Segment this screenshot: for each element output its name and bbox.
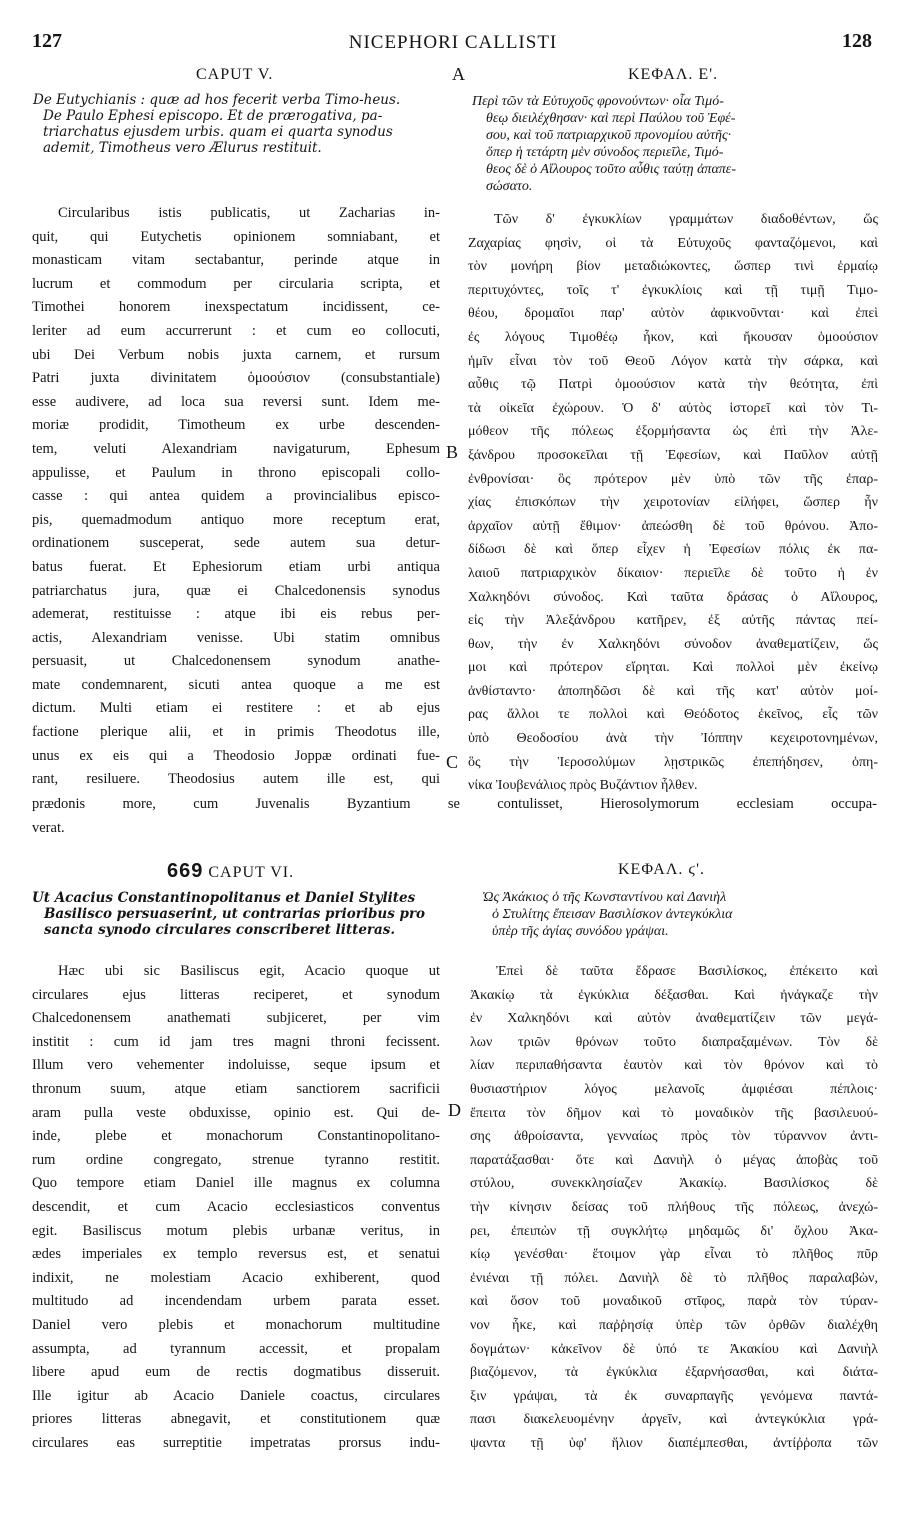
caput-vi-greek-text xyxy=(470,960,878,1455)
text-line: Χαλκηδόνι σύνοδος. Καὶ ταῦτα δράσας ὁ Αἴλουρος, xyxy=(468,589,878,605)
text-line: νον ἧκε, καὶ παῤῥησίᾳ ὑπὲρ τῶν ὀρθῶν διαλέχθη xyxy=(470,1317,878,1333)
text-line: pis, quemadmodum antiquo more receptum erat, xyxy=(32,511,440,528)
text-line: ξιν γράψαι, τὰ ἐκ συναρπαγῆς γενόμενα παντά- xyxy=(470,1388,878,1404)
text-line: εἰς τὴν Ἀλεξάνδρου κατῆρεν, ἐξ αὐτῆς πάντας πεί- xyxy=(468,613,878,629)
text-line: institit : cum id jam tres magni throni fecissent. xyxy=(32,1033,440,1050)
text-line: ubi Dei Verbum nobis juxta carnem, et rursum xyxy=(32,346,440,363)
spanning-line-end: verat. xyxy=(32,820,65,836)
text-line: Timothei honorem inexspectatum incidissent, ce- xyxy=(32,299,440,316)
margin-marker-a: A xyxy=(452,64,465,84)
text-line: monasticam vitam sectabantur, perinde atque in xyxy=(32,252,440,269)
text-line: indixit, ne molestiam Acacio exhiberent, quod xyxy=(32,1269,440,1286)
text-line: ἀρχαῖον αὐτῇ ἔθιμον· ἀπεώσθη δὲ τοῦ θρόνου. Ἀπο- xyxy=(468,518,878,534)
text-line: Ἀκακίῳ τὰ ἐγκύκλια δέξασθαι. Καὶ ἠνάγκαζε τὴν xyxy=(470,987,878,1003)
text-line: ξάνδρου προσοκεῖλαι τῇ Ἐφεσίων, καὶ Παῦλον αὐτῇ xyxy=(468,447,878,463)
text-line: ρει, ἐπειπὼν τῇ συγκλήτῳ μηδαμῶς δι' ὄχλου Ἀκα- xyxy=(470,1223,878,1239)
text-line: αὖθις τῷ Πατρὶ ὁμοούσιον κατὰ τὴν θεότητα, ἐπὶ xyxy=(468,377,878,393)
caput-v-greek-summary xyxy=(472,93,877,195)
summary-line: De Eutychianis : quæ ad hos fecerit verba Timo-heus. xyxy=(33,92,401,108)
text-line: τὰ οἰκεῖα ἐχώρουν. Ὁ δ' αὐτὸς ἱστορεῖ καὶ τὸν Τι- xyxy=(468,400,878,416)
text-line: καὶ ὅσον τοῦ μοναδικοῦ στῖφος, παρὰ τὸν τύραν- xyxy=(470,1294,878,1310)
margin-marker-c: C xyxy=(446,752,459,772)
text-line: ademerat, restituisse : atque ibi eis rebus per- xyxy=(32,606,440,623)
text-line: ἔπειτα τὸν δῆμον καὶ τὸ μοναδικὸν τῆς βασιλευού- xyxy=(470,1105,878,1121)
summary-line: Ὡς Ἀκάκιος ὁ τῆς Κωνσταντίνου καὶ Δανιὴλ xyxy=(482,890,727,905)
summary-line: De Paulo Ephesi episcopo. Et de prærogativa, pa- xyxy=(43,108,383,124)
text-line: assumpta, ad tyrannum accessit, et propalam xyxy=(32,1340,440,1357)
caput-v-greek-text xyxy=(468,208,878,798)
caput-vi-greek-heading: ΚΕΦΑΛ. ϛ'. xyxy=(618,861,706,878)
text-line: patriarchatus jura, quæ ei Chalcedonensis synodus xyxy=(32,582,440,599)
text-line: πασι διακελευομένην ἀργεῖν, καὶ ἀντεγκύκλια γρά- xyxy=(470,1412,878,1428)
text-line: μοι καὶ πρότερον εἴρηται. Καὶ πολλοὶ μὲν ἐκείνῳ xyxy=(468,660,878,676)
text-line: χίας ἐπισκόπων τὴν χειροτονίαν εἰλήφει, ὥσπερ ἦν xyxy=(468,495,878,511)
text-line: leriter ad eum accurrerunt : et cum eo collocuti, xyxy=(32,322,440,339)
text-line: ἐνιέναι τῇ πόλει. Δανιὴλ δὲ τὸ πλῆθος παραλαβὼν, xyxy=(470,1270,878,1286)
text-line: factione plerique alii, et in primis Theodotus ille, xyxy=(32,724,440,741)
page-number-left: 127 xyxy=(32,30,62,52)
text-line: τὸν μονήρη βίον μεταδιώκοντες, ὥσπερ τινὶ ἑρμαίῳ xyxy=(468,259,878,275)
text-line: lucrum et commodum per circularia scripta, et xyxy=(32,275,440,292)
caput-vi-latin-heading xyxy=(167,860,294,883)
column-number: 669 xyxy=(167,860,204,882)
text-line: ἡμῖν εἶναι τὸν τοῦ Θεοῦ Λόγον κατὰ τὴν σάρκα, καὶ xyxy=(468,353,878,369)
summary-line: ὅπερ ἡ τετάρτη μὲν σύνοδος περιεῖλε, Τιμό- xyxy=(486,145,724,160)
text-line: θυσιαστήριον λόγος μελανοῖς ἀμφιέσαι πέπλοις· xyxy=(470,1081,878,1097)
summary-line: σου, καὶ τοῦ πατριαρχικοῦ προνομίου αὐτῆς· xyxy=(486,128,732,143)
text-line: ψαντα τῇ ὑφ' ἥλιον διαπέμπεσθαι, ἀντίῤῥοπα τῶν xyxy=(470,1435,878,1451)
summary-line: ὑπὲρ τῆς ἁγίας συνόδου γράψαι. xyxy=(492,924,669,939)
text-line: ὑπὸ Θεοδοσίου ἀνὰ τὴν Ἰόππην κεχειροτονημένων, xyxy=(468,731,878,747)
text-line: ρας ἄλλοι τε πολλοὶ καὶ Θεόδοτος ἐκεῖνος, εἷς τῶν xyxy=(468,707,878,723)
text-line: κίῳ γενέσθαι· ἕτοιμον γὰρ εἶναι τὸ πλῆθος πῦρ xyxy=(470,1247,878,1263)
text-line: mate condemnarent, sicuti antea quoque a me est xyxy=(32,676,440,693)
text-line: τὴν κίνησιν δείσας τοῦ πλήθους τῆς πόλεως, ἀνεχώ- xyxy=(470,1199,878,1215)
summary-line: Περὶ τῶν τὰ Εὐτυχοῦς φρονούντων· οἷα Τιμό- xyxy=(472,94,724,109)
summary-line: θεος δὲ ὁ Αἴλουρος τοῦτο αὖθις ταύτῃ ἀπαπε- xyxy=(486,162,736,177)
running-title: NICEPHORI CALLISTI xyxy=(348,32,558,53)
text-line: unus ex eis qui a Theodosio Joppæ ordinati fue- xyxy=(32,747,440,764)
text-line: ἐς λόγους Τιμοθέῳ ἧκον, καὶ ἤκουσαν ὁμοούσιον xyxy=(468,329,878,345)
summary-line: ademit, Timotheus vero Ælurus restituit. xyxy=(43,140,322,156)
caput-vi-latin-text xyxy=(32,960,440,1455)
text-line: Ζαχαρίας φησὶν, οἱ τὰ Εὐτυχοῦς φανταζόμενοι, καὶ xyxy=(468,235,878,251)
text-line: θων, τὴν ἐν Χαλκηδόνι σύνοδον ἀναθεματίζειν, ὥς xyxy=(468,636,878,652)
text-line: actis, Alexandriam venisse. Ubi statim omnibus xyxy=(32,629,440,646)
text-line: multitudo ad incendendam urbem parata esset. xyxy=(32,1293,440,1310)
summary-line: Basilisco persuaserint, ut contrarias prioribus pro xyxy=(44,906,426,922)
text-line: ἀνθίσταντο· ἀποπηδῶσι δὲ καὶ τῆς κατ' αὐτὸν μοί- xyxy=(468,683,878,699)
summary-line: σώσατο. xyxy=(486,179,533,194)
caput-vi-latin-summary xyxy=(32,890,442,938)
text-line: moriæ prodidit, Timotheum ex urbe descenden- xyxy=(32,417,440,434)
text-line: λίαν περιπαθήσαντα ἑαυτὸν καὶ τὸν θρόνον καὶ τὸ xyxy=(470,1058,878,1074)
text-line: παρατάξασθαι· ὅτε καὶ Δανιὴλ ὁ μέγας ἀποβὰς τοῦ xyxy=(470,1152,878,1168)
text-line: Hæc ubi sic Basiliscus egit, Acacio quoque ut xyxy=(58,963,440,979)
text-line: βιαζόμενον, τὰ ἐγκύκλια ἐξαρνήσασθαι, καὶ διάτα- xyxy=(470,1365,878,1381)
text-line: ἐν Χαλκηδόνι καὶ αὐτὸν ἀναθεματίζειν τῶν μεγά- xyxy=(470,1011,878,1027)
summary-line: θεῳ διειλέχθησαν· καὶ περὶ Παύλου τοῦ Ἐφέ- xyxy=(486,111,736,126)
text-line: Quo tempore etiam Daniel ille magnus ex columna xyxy=(32,1175,440,1192)
text-line: δογμάτων· κἀκεῖνον δὲ ὑπό τε Ἀκακίου καὶ Δανιὴλ xyxy=(470,1341,878,1357)
text-line: Ille igitur ab Acacio Daniele coactus, circulares xyxy=(32,1387,440,1404)
text-line: ordinationem susceperat, sede autem sua detur- xyxy=(32,535,440,552)
text-line: thronum suum, atque etiam sanctiorem sacrificii xyxy=(32,1080,440,1097)
text-line: σης ἀθροίσαντα, γενναίως πρὸς τὸν τύραννον ἀντι- xyxy=(470,1129,878,1145)
text-line: θέου, δρομαῖοι παρ' αὐτὸν ἀφικνοῦνται· καὶ ἐπεὶ xyxy=(468,306,878,322)
text-line: egit. Basiliscus motum plebis urbanæ veritus, in xyxy=(32,1222,440,1239)
text-line: λαιοῦ πατριαρχικὸν δίκαιον· περιεῖλε δὲ τοῦτο ἡ ἐν xyxy=(468,565,878,581)
text-line: libere apud eum de rectis dogmatibus disseruit. xyxy=(32,1364,440,1381)
text-line: Chalcedonensem anathemati subjiceret, per vim xyxy=(32,1010,440,1027)
text-line: appulisse, et Paulum in throno episcopali collo- xyxy=(32,464,440,481)
caput-v-greek-heading: ΚΕΦΑΛ. Ε'. xyxy=(628,66,719,83)
summary-line: Ut Acacius Constantinopolitanus et Daniel Stylites xyxy=(32,890,416,906)
text-line: quit, qui Eutychetis opinionem somniabant, et xyxy=(32,228,440,245)
text-line: Circularibus istis publicatis, ut Zacharias in- xyxy=(58,205,440,221)
text-line: νίκα Ἰουβενάλιος πρὸς Βυζάντιον ἦλθεν. xyxy=(468,778,698,794)
text-line: ὃς τὴν Ἱεροσολύμων λῃστρικῶς ἐπεπήδησεν, ὁπη- xyxy=(468,754,878,770)
text-line: δίδωσι δὲ καὶ ὅπερ εἶχεν ἡ Ἐφεσίων πόλις ἐκ πα- xyxy=(468,542,878,558)
caput-vi-label: CAPUT VI. xyxy=(208,864,295,881)
text-line: circulares eas surreptitie impetratas prorsus indu- xyxy=(32,1434,440,1451)
text-line: inde, plebe et monachorum Constantinopolitano- xyxy=(32,1128,440,1145)
text-line: λων τριῶν θρόνων τοῦτο διαπραξαμένων. Τὸν δὲ xyxy=(470,1034,878,1050)
caput-v-latin-summary xyxy=(33,92,438,156)
text-line: descendit, et cum Acacio ecclesiasticos conventus xyxy=(32,1198,440,1215)
margin-marker-b: B xyxy=(446,442,459,462)
text-line: μόθεον τῆς πόλεως ἐξορμήσαντα ὡς ἐπὶ τὴν Ἀλε- xyxy=(468,424,878,440)
text-line: dictum. Multi etiam ei restitere : et ab ejus xyxy=(32,700,440,717)
spanning-line: prædonis more, cum Juvenalis Byzantium se contulisset, Hierosolymorum ecclesiam occupa- xyxy=(32,796,877,812)
text-line: Patri juxta divinitatem ὁμοούσιον (consubstantiale) xyxy=(32,370,440,387)
text-line: circulares ejus litteras reciperet, et synodum xyxy=(32,986,440,1003)
text-line: rum ordine congregato, strenue tyranno restitit. xyxy=(32,1151,440,1168)
text-line: tem, veluti Alexandriam navigaturum, Ephesum xyxy=(32,440,440,457)
text-line: Τῶν δ' ἐγκυκλίων γραμμάτων διαδοθέντων, ὥς xyxy=(494,212,878,227)
text-line: esse audivere, ad loca sua reversi sunt. Idem me- xyxy=(32,393,440,410)
summary-line: ὁ Στυλίτης ἔπεισαν Βασιλίσκον ἀντεγκύκλια xyxy=(492,907,733,922)
text-line: rant, resiluere. Theodosius autem ille est, qui xyxy=(32,771,440,788)
margin-marker-d: D xyxy=(448,1100,461,1120)
text-line: περιτυχόντες, τοῖς τ' ἐγκυκλίοις καὶ τῇ τιμῇ Τιμο- xyxy=(468,282,878,298)
text-line: Illum vero vehementer indoluisse, seque ipsum et xyxy=(32,1057,440,1074)
summary-line: triarchatus ejusdem urbis. quam ei quarta synodus xyxy=(43,124,393,140)
caput-v-latin-text xyxy=(32,202,440,792)
text-line: persuasit, ut Chalcedonensem synodum anathe- xyxy=(32,653,440,670)
page-number-right: 128 xyxy=(842,30,872,52)
text-line: casse : qui antea quidem a provincialibus episco- xyxy=(32,488,440,505)
text-line: Daniel vero plebis et monachorum multitudine xyxy=(32,1316,440,1333)
text-line: ἐνθρονίσαι· ὃς πρότερον μὲν ὑπὸ τῶν τῆς ἐπαρ- xyxy=(468,471,878,487)
text-line: στύλου, συνεκκλησίαζεν Ἀκακίῳ. Βασιλίσκος δὲ xyxy=(470,1176,878,1192)
text-line: priores litteras abnegavit, et constitutionem quæ xyxy=(32,1411,440,1428)
text-line: batus fuerat. Et Ephesiorum etiam urbi antiqua xyxy=(32,558,440,575)
caput-v-latin-heading: CAPUT V. xyxy=(196,66,274,83)
text-line: ædes imperiales ex templo reversus est, et senatui xyxy=(32,1246,440,1263)
summary-line: sancta synodo circulares conscriberet litteras. xyxy=(44,922,396,938)
text-line: aram pulla veste obduxisse, opinio est. Qui de- xyxy=(32,1104,440,1121)
text-line: Ἐπεὶ δὲ ταῦτα ἔδρασε Βασιλίσκος, ἐπέκειτο καὶ xyxy=(496,964,878,979)
caput-vi-greek-summary xyxy=(482,889,877,940)
